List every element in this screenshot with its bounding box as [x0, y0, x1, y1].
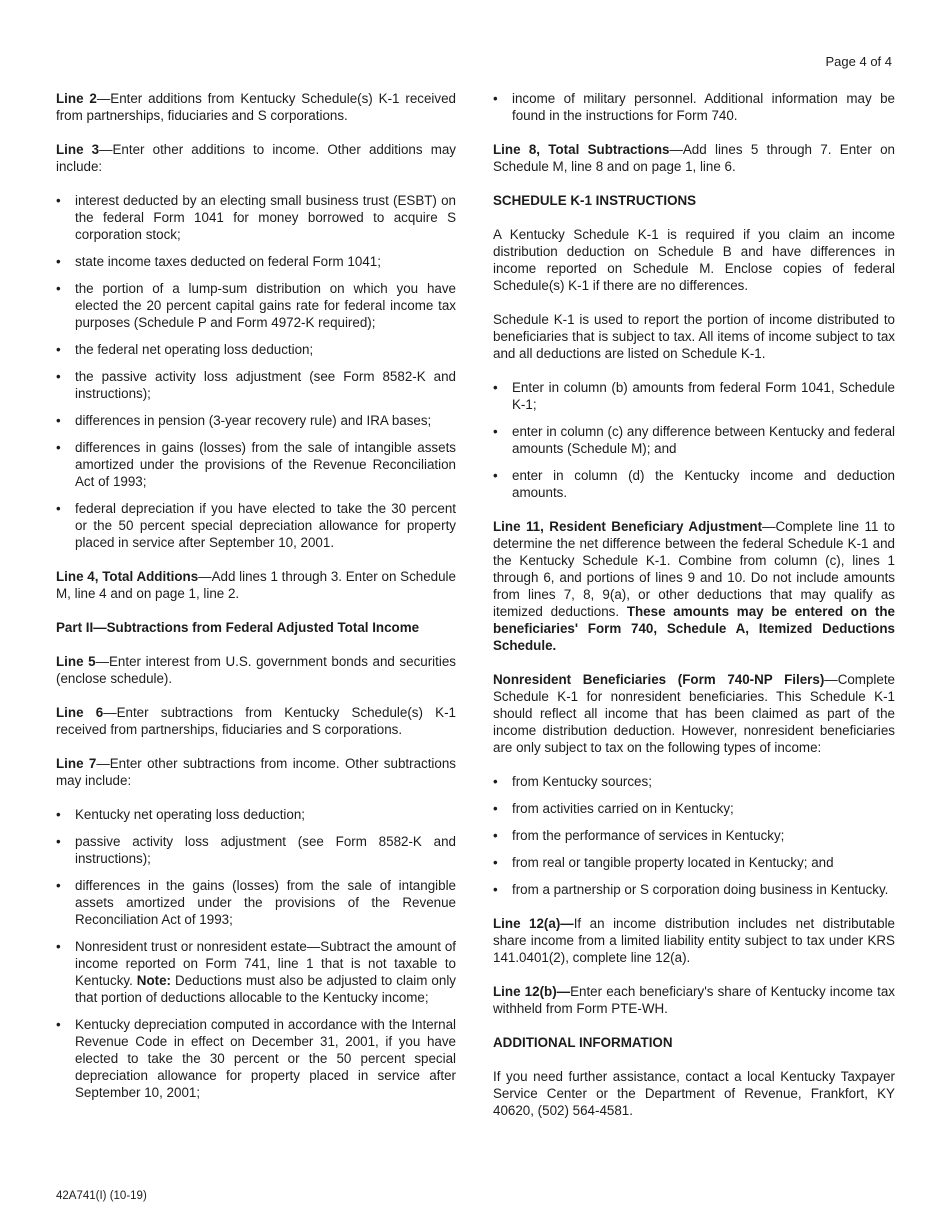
line-8-text: —Add lines 5 through 7. Enter on Schedule M, line 8 and on page 1, line 6.: [493, 142, 895, 174]
line-11-label: Line 11, Resident Beneficiary Adjustment: [493, 519, 763, 534]
list-item: • passive activity loss adjustment (see Form 8582-K and instructions);: [56, 833, 456, 867]
list-item: • from real or tangible property located in Kentucky; and: [493, 854, 895, 871]
line-5-label: Line 5: [56, 654, 96, 669]
list-item: • from the performance of services in Kentucky;: [493, 827, 895, 844]
list-item: • state income taxes deducted on federal Form 1041;: [56, 253, 456, 270]
line-12b-label: Line 12(b)—: [493, 984, 571, 999]
line-12b-paragraph: [493, 983, 895, 1017]
line-12b-text: Enter each beneficiary's share of Kentucky income tax withheld from Form PTE-WH.: [493, 984, 895, 1016]
list-item: • Kentucky depreciation computed in accordance with the Internal Revenue Code in effect on December 31, 2001, if you have elected to take the 30 percent or the 50 percent special depreciation allowance for property placed in service after September 10, 2001;: [56, 1016, 456, 1101]
k1-paragraph-1: A Kentucky Schedule K-1 is required if you claim an income distribution deduction on Schedule B and have differences in income reported on Schedule M. Enclose copies of federal Schedule(s) K-1 if there are no differences.: [493, 227, 895, 293]
list-item: • differences in the gains (losses) from the sale of intangible assets amortized under the provisions of the Revenue Reconciliation Act of 1993;: [56, 877, 456, 928]
note-text: Deductions must also be adjusted to claim only that portion of deductions allocable to the Kentucky income;: [75, 973, 456, 1005]
note-label: Note:: [136, 973, 172, 988]
line-3-text: —Enter other additions to income. Other additions may include:: [56, 142, 456, 174]
line-8-paragraph: [493, 141, 895, 175]
line-3-paragraph: [56, 141, 456, 175]
form-id-footer: 42A741(I) (10-19): [56, 1190, 147, 1202]
additional-info-text: If you need further assistance, contact a local Kentucky Taxpayer Service Center or the Department of Revenue, Frankfort, KY 40620, (502) 564-4581.: [493, 1069, 895, 1118]
line-7-text: —Enter other subtractions from income. Other subtractions may include:: [56, 756, 456, 788]
list-item: • interest deducted by an electing small business trust (ESBT) on the federal Form 1041 for money borrowed to acquire S corporation stock;: [56, 192, 456, 243]
list-item: • enter in column (c) any difference between Kentucky and federal amounts (Schedule M); and: [493, 423, 895, 457]
line-12a-label: Line 12(a)—: [493, 916, 574, 931]
list-item: • enter in column (d) the Kentucky income and deduction amounts.: [493, 467, 895, 501]
line-3-label: Line 3: [56, 142, 100, 157]
left-column: [56, 90, 456, 1118]
line-8-label: Line 8, Total Subtractions: [493, 142, 670, 157]
list-item: • differences in gains (losses) from the sale of intangible assets amortized under the provisions of the Revenue Reconciliation Act of 1993;: [56, 439, 456, 490]
k1-list: [493, 379, 895, 501]
line-2-paragraph: [56, 90, 456, 124]
list-item-nonresident: [56, 938, 456, 1006]
list-item: • income of military personnel. Additional information may be found in the instructions for Form 740.: [493, 90, 895, 124]
line-11-paragraph: [493, 518, 895, 654]
additional-info-heading: ADDITIONAL INFORMATION: [493, 1035, 673, 1050]
line-7-paragraph: [56, 755, 456, 789]
page-number: Page 4 of 4: [825, 54, 892, 69]
nonresident-paragraph: [493, 671, 895, 756]
line-12a-text: If an income distribution includes net distributable share income from a limited liability entity subject to tax under KRS 141.0401(2), complete line 12(a).: [493, 916, 895, 965]
line-6-paragraph: [56, 704, 456, 738]
line-11-text: —Complete line 11 to determine the net difference between the federal Schedule K-1 and the Kentucky Schedule K-1. Combine from column (c), lines 1 through 6, and portions of lines 9 and 10. Do not include amounts from lines 7, 8, 9(a), or other deductions that may qualify as itemized deductions.: [493, 519, 895, 619]
line-11-bold-text: These amounts may be entered on the beneficiaries' Form 740, Schedule A, Itemized Deductions Schedule.: [493, 604, 895, 653]
nonresident-text: Nonresident trust or nonresident estate—Subtract the amount of income reported on Form 741, line 1 that is not taxable to Kentucky.: [75, 939, 456, 988]
list-item: • Kentucky net operating loss deduction;: [56, 806, 456, 823]
right-column: [493, 90, 895, 1136]
line-7-label: Line 7: [56, 756, 97, 771]
line-4-paragraph: [56, 568, 456, 602]
list-item: • Enter in column (b) amounts from federal Form 1041, Schedule K-1;: [493, 379, 895, 413]
nonresident-text: —Complete Schedule K-1 for nonresident beneficiaries. This Schedule K-1 should reflect all income that has been claimed as part of the income distribution deduction. However, nonresident beneficiaries are only subject to tax on the following types of income:: [493, 672, 895, 755]
k1-paragraph-2: Schedule K-1 is used to report the portion of income distributed to beneficiaries that is subject to tax. All items of income subject to tax and all deductions are listed on Schedule K-1.: [493, 312, 895, 361]
nonresident-list: [493, 773, 895, 898]
military-list: [493, 90, 895, 124]
line-4-label: Line 4, Total Additions: [56, 569, 199, 584]
line-5-text: —Enter interest from U.S. government bonds and securities (enclose schedule).: [56, 654, 456, 686]
line-2-text: —Enter additions from Kentucky Schedule(s) K-1 received from partnerships, fiduciaries and S corporations.: [56, 91, 456, 123]
line-2-label: Line 2: [56, 91, 97, 106]
line-4-text: —Add lines 1 through 3. Enter on Schedule M, line 4 and on page 1, line 2.: [56, 569, 456, 601]
nonresident-label: Nonresident Beneficiaries (Form 740-NP Filers): [493, 672, 825, 687]
list-item: • from a partnership or S corporation doing business in Kentucky.: [493, 881, 895, 898]
list-item: • from activities carried on in Kentucky;: [493, 800, 895, 817]
list-item: • federal depreciation if you have elected to take the 30 percent or the 50 percent special depreciation allowance for property placed in service after September 10, 2001.: [56, 500, 456, 551]
list-item: • the portion of a lump-sum distribution on which you have elected the 20 percent capital gains rate for federal income tax purposes (Schedule P and Form 4972-K required);: [56, 280, 456, 331]
line-12a-paragraph: [493, 915, 895, 966]
list-item: • the federal net operating loss deduction;: [56, 341, 456, 358]
part-2-heading: Part II—Subtractions from Federal Adjusted Total Income: [56, 620, 420, 635]
line-6-label: Line 6: [56, 705, 104, 720]
line-5-paragraph: [56, 653, 456, 687]
list-item: • from Kentucky sources;: [493, 773, 895, 790]
list-item: • differences in pension (3-year recovery rule) and IRA bases;: [56, 412, 456, 429]
k1-instructions-heading: SCHEDULE K-1 INSTRUCTIONS: [493, 193, 697, 208]
line-6-text: —Enter subtractions from Kentucky Schedule(s) K-1 received from partnerships, fiduciaries and S corporations.: [56, 705, 456, 737]
line-7-list: [56, 806, 456, 1101]
list-item: • the passive activity loss adjustment (see Form 8582-K and instructions);: [56, 368, 456, 402]
line-3-list: [56, 192, 456, 551]
